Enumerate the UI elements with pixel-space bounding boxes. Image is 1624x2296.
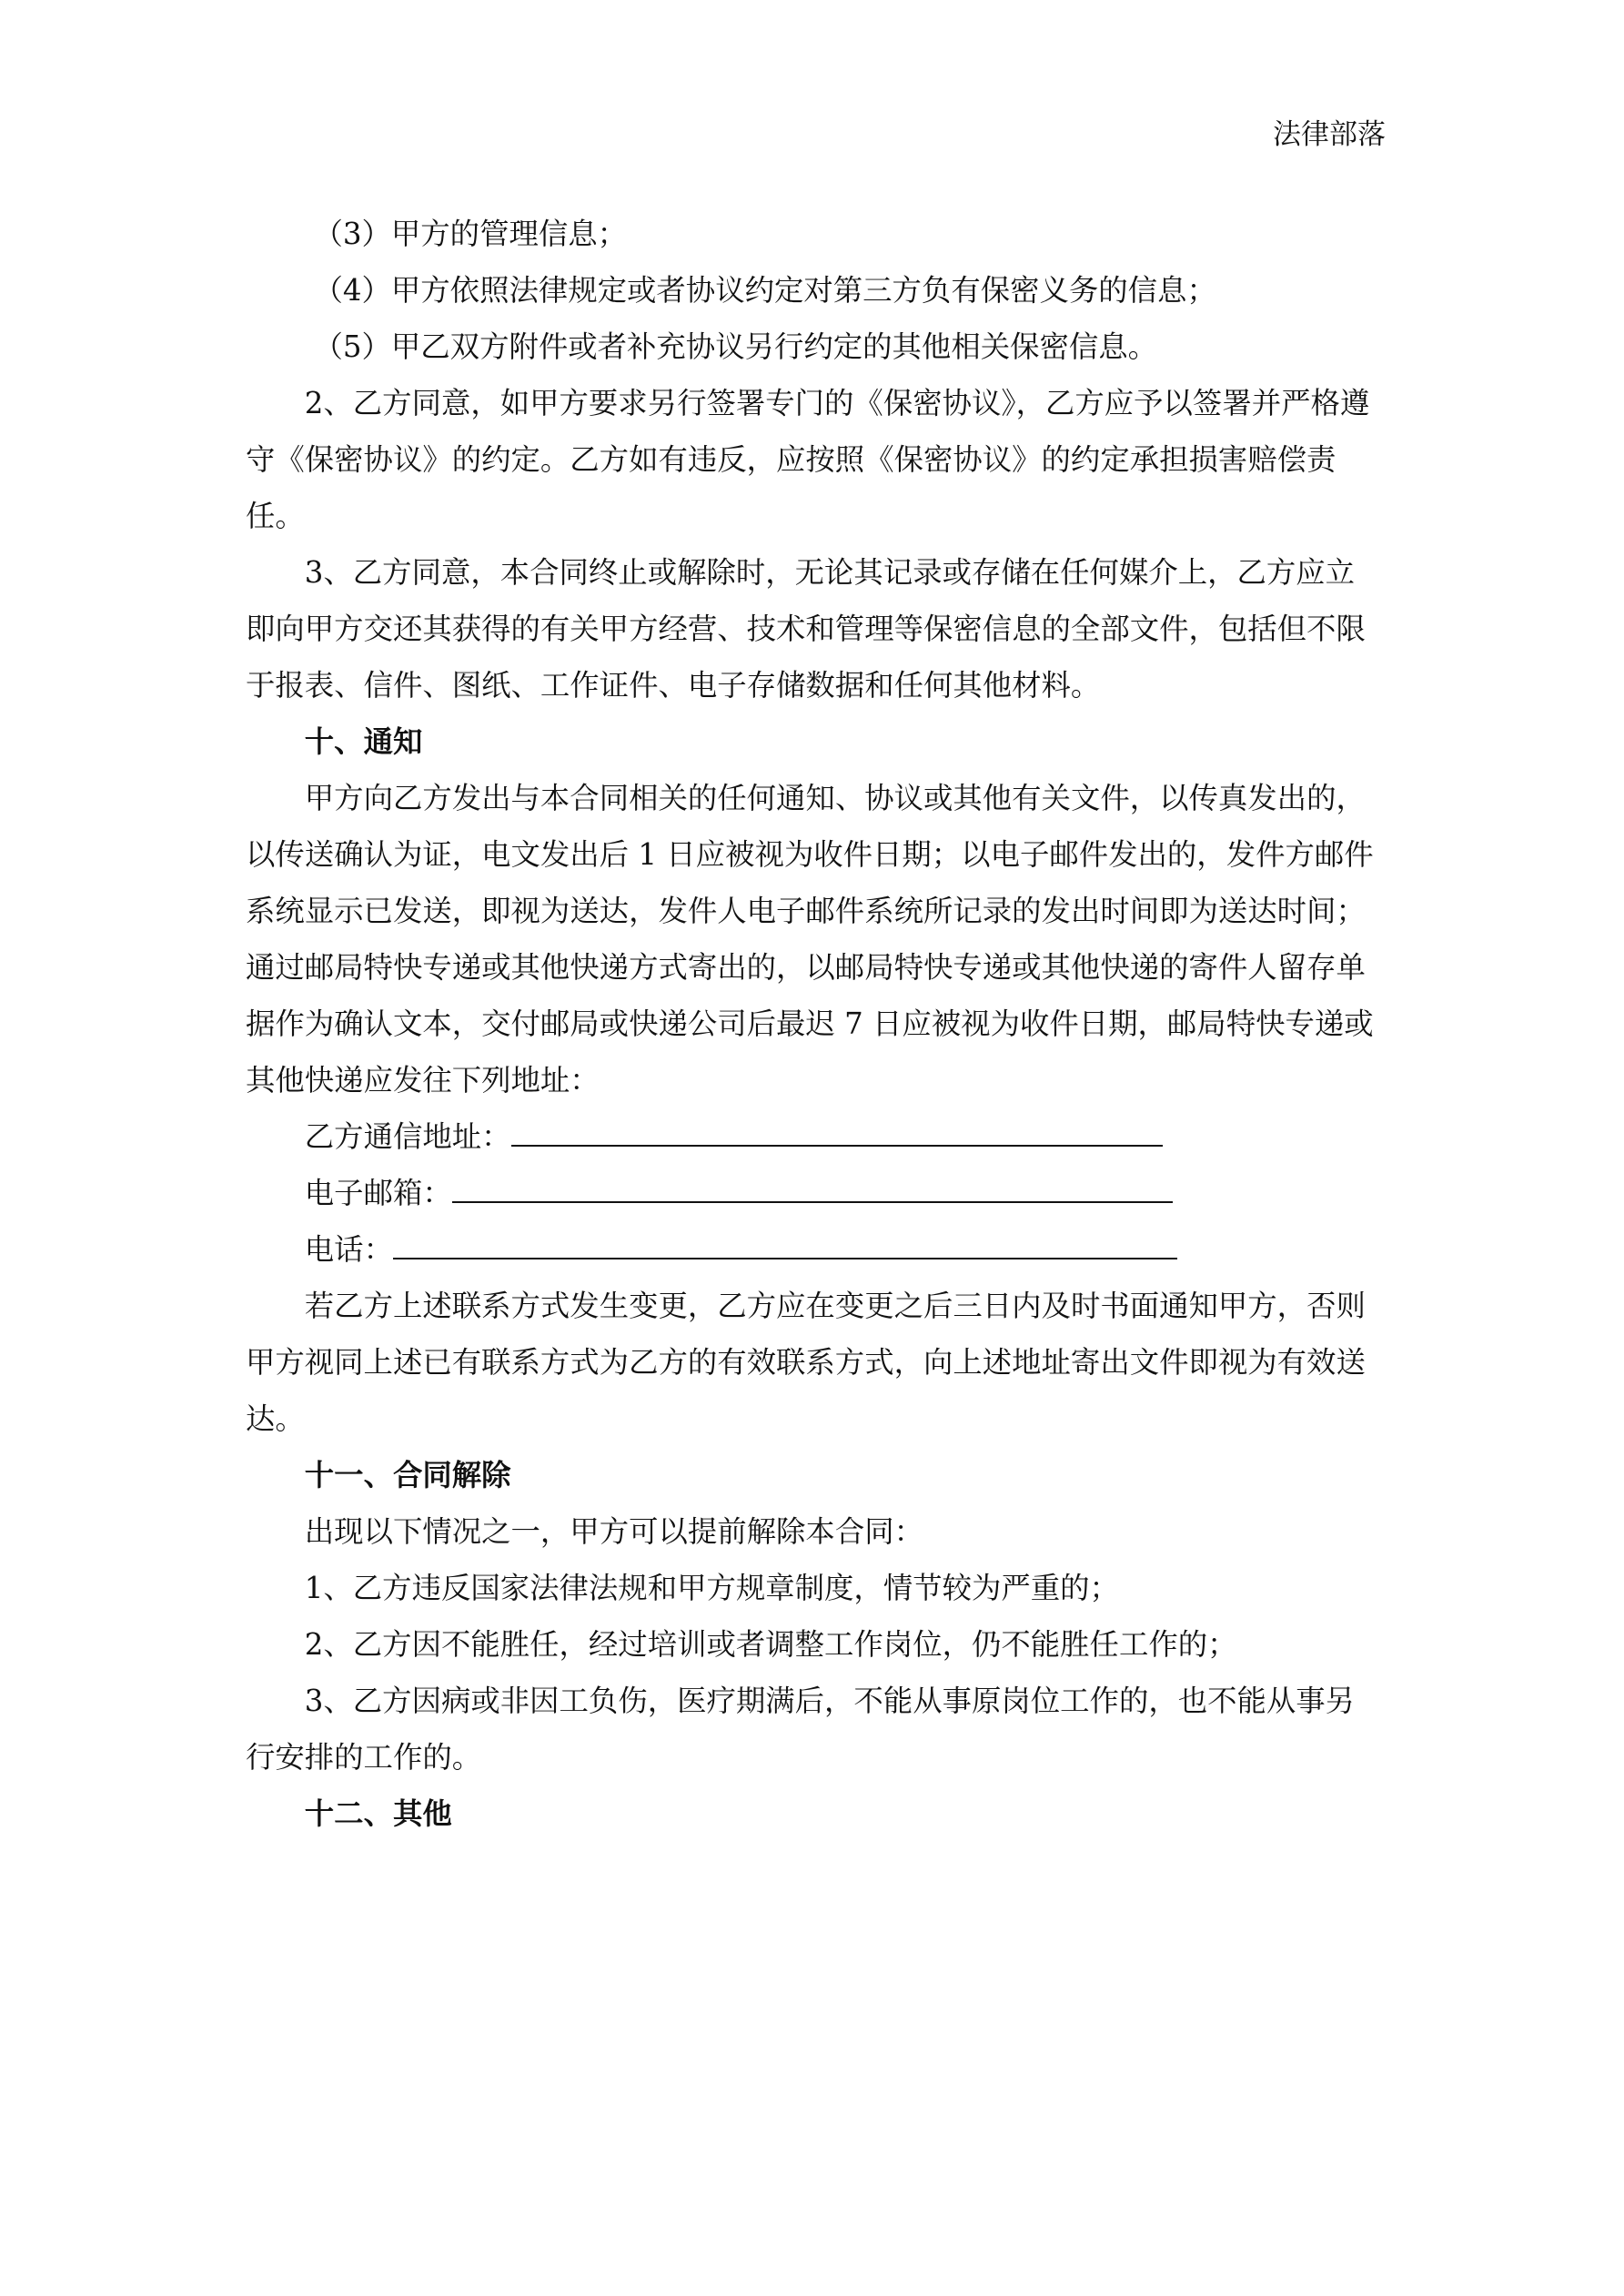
section-10-title: 十、通知: [304, 724, 423, 759]
section-10-body: 甲方向乙方发出与本合同相关的任何通知、协议或其他有关文件，以传真发出的，以传送确认为证，电文发出后 1 日应被视为收件日期；以电子邮件发出的，发件方邮件系统显示已发送，即视为送达，发件人电子邮件系统所记录的发出时间即为送达时间；通过邮局特快专递或其他快递方式寄出的，以邮局特快专递或其他快递的寄件人留存单据作为确认文本，交付邮局或快递公司后最迟 7 日应被视为收件日期，邮局特快专递或其他快递应发往下列地址：: [246, 781, 1374, 1097]
header-brand: 法律部落: [1273, 118, 1386, 151]
email-field: [246, 1165, 1383, 1221]
termination-item-1: 1、乙方违反国家法律法规和甲方规章制度，情节较为严重的；: [304, 1571, 1119, 1605]
phone-label: 电话：: [304, 1232, 393, 1267]
address-blank-line: [511, 1114, 1163, 1147]
section-12-title: 十二、其他: [304, 1796, 452, 1831]
email-label: 电子邮箱：: [304, 1176, 452, 1210]
termination-item-2: 2、乙方因不能胜任，经过培训或者调整工作岗位，仍不能胜任工作的；: [304, 1627, 1237, 1662]
address-field: [246, 1108, 1383, 1165]
confidential-item-3: （3）甲方的管理信息；: [313, 217, 628, 251]
confidential-item-5: （5）甲乙双方附件或者补充协议另行约定的其他相关保密信息。: [313, 329, 1158, 364]
document-body: [246, 206, 1383, 1842]
address-label: 乙方通信地址：: [304, 1119, 511, 1154]
confidential-clause-2: 2、乙方同意，如甲方要求另行签署专门的《保密协议》，乙方应予以签署并严格遵守《保密协议》的约定。乙方如有违反，应按照《保密协议》的约定承担损害赔偿责任。: [246, 386, 1370, 533]
section-10-change-notice: 若乙方上述联系方式发生变更，乙方应在变更之后三日内及时书面通知甲方，否则甲方视同上述已有联系方式为乙方的有效联系方式，向上述地址寄出文件即视为有效送达。: [246, 1289, 1366, 1436]
section-11-intro: 出现以下情况之一，甲方可以提前解除本合同：: [304, 1514, 923, 1549]
confidential-clause-3: 3、乙方同意，本合同终止或解除时，无论其记录或存储在任何媒介上，乙方应立即向甲方交还其获得的有关甲方经营、技术和管理等保密信息的全部文件，包括但不限于报表、信件、图纸、工作证件、电子存储数据和任何其他材料。: [246, 555, 1366, 703]
phone-blank-line: [393, 1227, 1177, 1259]
termination-item-3: 3、乙方因病或非因工负伤，医疗期满后，不能从事原岗位工作的，也不能从事另行安排的工作的。: [246, 1684, 1356, 1775]
section-11-title: 十一、合同解除: [304, 1458, 511, 1492]
phone-field: [246, 1221, 1383, 1278]
email-blank-line: [452, 1170, 1173, 1203]
confidential-item-4: （4）甲方依照法律规定或者协议约定对第三方负有保密义务的信息；: [313, 273, 1216, 308]
